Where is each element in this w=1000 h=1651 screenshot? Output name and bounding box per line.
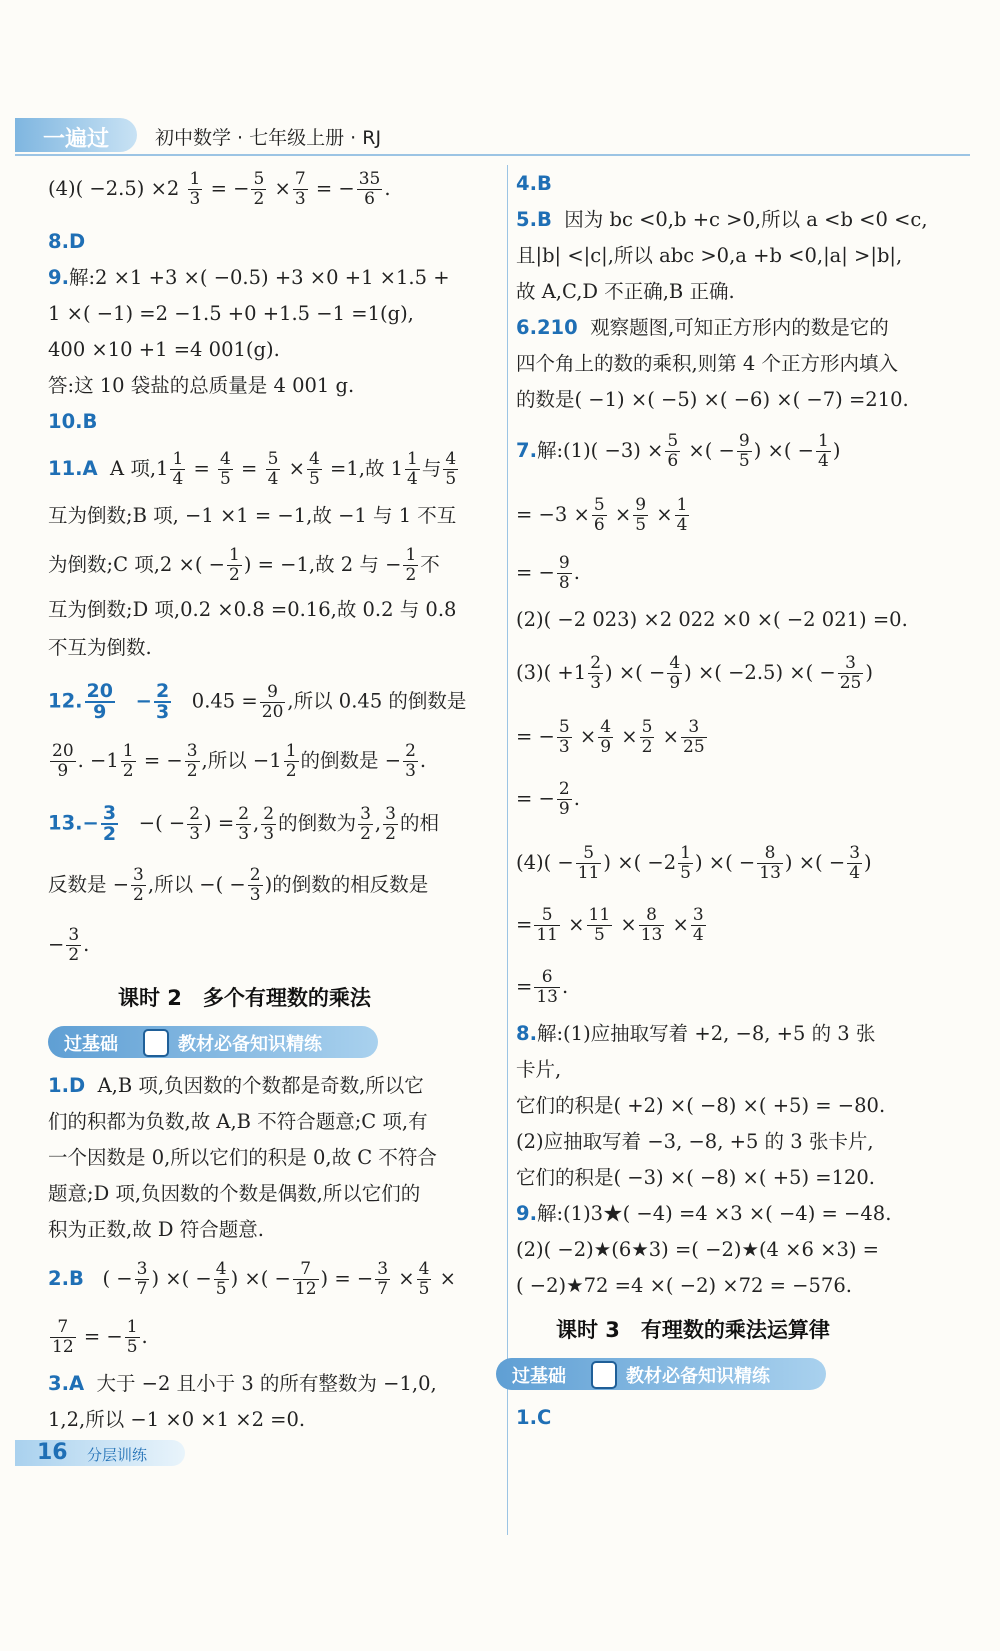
q8-line3: 它们的积是( +2) ×( −8) ×( +5) = −80. xyxy=(516,1094,886,1117)
q6-line3: 的数是( −1) ×( −5) ×( −6) ×( −7) =210. xyxy=(516,388,909,411)
q8-line1: 8.解:(1)应抽取写着 +2, −8, +5 的 3 张 xyxy=(516,1022,876,1045)
q11-line2: 互为倒数;B 项, −1 ×1 = −1,故 −1 与 1 不互 xyxy=(48,504,457,527)
q7-part4: (4)( − $\frac{5}{11}$ ) ×( −2 $\frac{1}{5}$ ) ×( − $\frac{8}{13}$ ) ×( − $\frac{3}{4}$ ) xyxy=(516,843,872,883)
q7-part2: (2)( −2 023) ×2 022 ×0 ×( −2 021) =0. xyxy=(516,608,908,631)
header-pill xyxy=(15,118,137,152)
page-header xyxy=(15,118,975,154)
q11-line1: 11.A A 项,1 $\frac{1}{4}$ = $\frac{4}{5}$ = $\frac{5}{4}$ × $\frac{4}{5}$ =1,故 1 $\frac{1}{4}$ 与 $\frac{4}{5}$ xyxy=(48,449,457,489)
q5-line1: 5.B 因为 bc <0,b +c >0,所以 a <b <0 <c, xyxy=(516,208,928,231)
q9-r-line2: (2)( −2)★(6★3) =( −2)★(4 ×6 ×3) = xyxy=(516,1238,879,1261)
q9-line4: 答:这 10 袋盐的总质量是 4 001 g. xyxy=(48,374,355,397)
q9-line1: 9.解:2 ×1 +3 ×( −0.5) +3 ×0 +1 ×1.5 + xyxy=(48,266,450,289)
q13-line1: 13.− $\frac{3}{2}$ −( − $\frac{2}{3}$ ) = $\frac{2}{3}$ , $\frac{2}{3}$ 的倒数为 $\frac{3}{2}$ , $\frac{3}{2}$ 的相 xyxy=(48,802,439,845)
q8-line4: (2)应抽取写着 −3, −8, +5 的 3 张卡片, xyxy=(516,1130,874,1153)
q7-step2: = −3 × $\frac{5}{6}$ × $\frac{9}{5}$ × $\frac{1}{4}$ xyxy=(516,495,688,535)
q8: 8.D xyxy=(48,230,86,253)
q1-line4: 题意;D 项,负因数的个数是偶数,所以它们的 xyxy=(48,1182,421,1205)
q13-line2: 反数是 − $\frac{3}{2}$ ,所以 −( − $\frac{2}{3}$ )的倒数的相反数是 xyxy=(48,865,429,905)
book-icon xyxy=(591,1361,617,1389)
brand-logo: 一遍过 xyxy=(43,127,110,152)
q7-line1: 7.解:(1)( −3) × $\frac{5}{6}$ ×( − $\frac{9}{5}$ ) ×( − $\frac{1}{4}$ ) xyxy=(516,431,841,471)
header-rule xyxy=(15,154,970,156)
q9-r-line3: ( −2)★72 =4 ×( −2) ×72 = −576. xyxy=(516,1274,852,1297)
section-title-3: 课时 3 有理数的乘法运算律 xyxy=(556,1318,830,1342)
q1-right: 1.C xyxy=(516,1406,552,1429)
q8-line2: 卡片, xyxy=(516,1058,562,1081)
q6-line2: 四个角上的数的乘积,则第 4 个正方形内填入 xyxy=(516,352,899,375)
q12-line2: $\frac{20}{9}$ . −1 $\frac{1}{2}$ = − $\frac{3}{2}$ ,所以 −1 $\frac{1}{2}$ 的倒数是 − $\frac{2}{3}$ . xyxy=(52,741,427,781)
q9-line3: 400 ×10 +1 =4 001(g). xyxy=(48,338,280,361)
q2-line2: $\frac{7}{12}$ = − $\frac{1}{5}$ . xyxy=(52,1317,148,1357)
q7-step5: = − $\frac{2}{9}$ . xyxy=(516,779,580,819)
q1-line1: 1.D A,B 项,负因数的个数都是奇数,所以它 xyxy=(48,1074,424,1097)
q4-part4: (4)( −2.5) ×2 $\frac{1}{3}$ = − $\frac{5}{2}$ × $\frac{7}{3}$ = − $\frac{35}{6}$ . xyxy=(48,169,391,209)
q7-step3: = − $\frac{9}{8}$ . xyxy=(516,553,580,593)
q1-line2: 们的积都为负数,故 A,B 不符合题意;C 项,有 xyxy=(48,1110,428,1133)
q9-line2: 1 ×( −1) =2 −1.5 +0 +1.5 −1 =1(g), xyxy=(48,302,414,325)
footer-label: 分层训练 xyxy=(87,1446,148,1464)
q10: 10.B xyxy=(48,410,98,433)
q6-line1: 6.210 观察题图,可知正方形内的数是它的 xyxy=(516,316,889,339)
practice-banner: 过基础 教材必备知识精练 xyxy=(48,1026,378,1058)
q3-line1: 3.A 大于 −2 且小于 3 的所有整数为 −1,0, xyxy=(48,1372,437,1395)
book-title: 初中数学 · 七年级上册 · RJ xyxy=(155,127,382,149)
q11-line3: 为倒数;C 项,2 ×( − $\frac{1}{2}$ ) = −1,故 2 与 − $\frac{1}{2}$ 不 xyxy=(48,545,440,585)
q7-step4: = − $\frac{5}{3}$ × $\frac{4}{9}$ × $\frac{5}{2}$ × $\frac{3}{25}$ xyxy=(516,717,705,757)
q13-line3: − $\frac{3}{2}$ . xyxy=(48,925,90,965)
q7-part3: (3)( +1 $\frac{2}{3}$ ) ×( − $\frac{4}{9}$ ) ×( −2.5) ×( − $\frac{3}{25}$ ) xyxy=(516,653,873,693)
q3-line2: 1,2,所以 −1 ×0 ×1 ×2 =0. xyxy=(48,1408,306,1431)
q1-line3: 一个因数是 0,所以它们的积是 0,故 C 不符合 xyxy=(48,1146,437,1169)
q7-step6: = $\frac{5}{11}$ × $\frac{11}{5}$ × $\frac{8}{13}$ × $\frac{3}{4}$ xyxy=(516,905,704,945)
book-icon xyxy=(143,1029,169,1057)
page-footer xyxy=(15,1440,185,1466)
q5-line2: 且|b| <|c|,所以 abc >0,a +b <0,|a| >|b|, xyxy=(516,244,903,267)
q11-line4: 互为倒数;D 项,0.2 ×0.8 =0.16,故 0.2 与 0.8 xyxy=(48,598,457,621)
q2-line1: 2.B ( − $\frac{3}{7}$ ) ×( − $\frac{4}{5}$ ) ×( − $\frac{7}{12}$ ) = − $\frac{3}{7}$ × $\frac{4}{5}$ × xyxy=(48,1259,456,1299)
q8-line5: 它们的积是( −3) ×( −8) ×( +5) =120. xyxy=(516,1166,876,1189)
q1-line5: 积为正数,故 D 符合题意. xyxy=(48,1218,264,1241)
practice-banner-right: 过基础 教材必备知识精练 xyxy=(496,1358,826,1390)
q7-step7: = $\frac{6}{13}$ . xyxy=(516,967,569,1007)
q5-line3: 故 A,C,D 不正确,B 正确. xyxy=(516,280,735,303)
q9-r-line1: 9.解:(1)3★( −4) =4 ×3 ×( −4) = −48. xyxy=(516,1202,892,1225)
column-divider xyxy=(507,165,508,1535)
section-title-2: 课时 2 多个有理数的乘法 xyxy=(118,986,371,1010)
q12-line1: 12. $\frac{20}{9}$ − $\frac{2}{3}$ 0.45 = $\frac{9}{20}$ ,所以 0.45 的倒数是 xyxy=(48,680,467,723)
q4-right: 4.B xyxy=(516,172,552,195)
page-number: 16 xyxy=(37,1440,68,1465)
q11-line5: 不互为倒数. xyxy=(48,636,152,659)
